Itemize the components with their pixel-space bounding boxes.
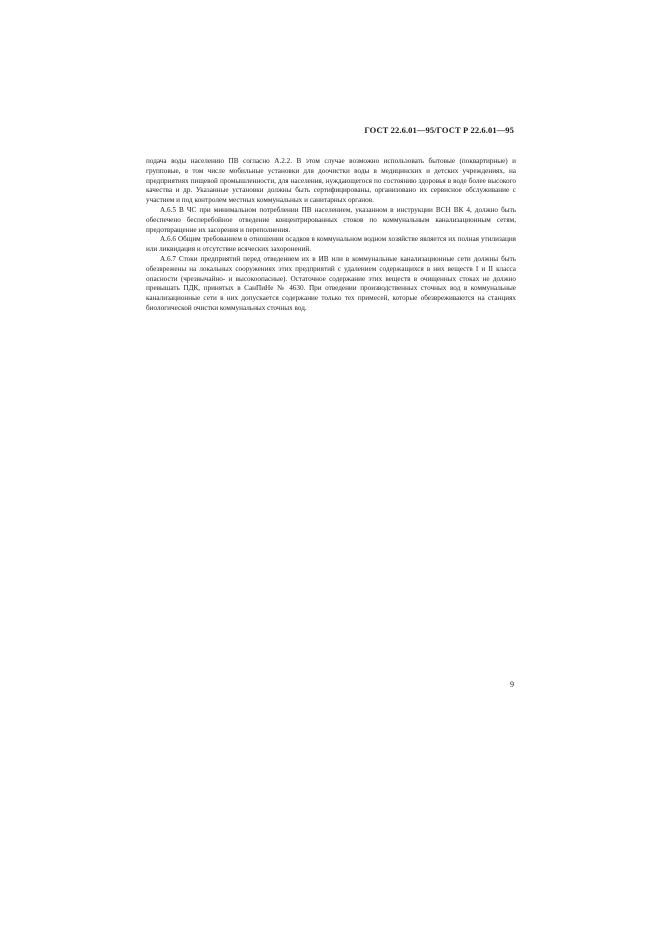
paragraph-continuation: подача воды населению ПВ согласно А.2.2. В этом случае возможно использовать бытовые (поквартирные) и групповые, в том числе мобильные установки для доочистки воды в медицинских и детских учреждениях, на предприятиях пищевой промышленности, для населения, нуждающегося по состоянию здоровья в воде более высокого качества и др. Указанные установки должны быть сертифицированы, организовано их сервисное обслуживание с участием и под контролем местных коммунальных и санитарных органов.: [146, 157, 516, 205]
document-header: ГОСТ 22.6.01—95/ГОСТ Р 22.6.01—95: [364, 125, 514, 135]
paragraph-a66: А.6.6 Общим требованием в отношении осадков в коммунальном водном хозяйстве является их полная утилизация или ликвидация и отсутствие всяческих захоронений.: [146, 235, 516, 254]
paragraph-a67: А.6.7 Стоки предприятий перед отведением их в ИВ или в коммунальные канализационные сети должны быть обезврежены на локальных сооружениях этих предприятий с удалением содержащихся в них веществ I и II класса опасности (чрезвычайно- и высокоопасные). Остаточное содержание этих веществ в очищенных стоках не должно превышать ПДК, принятых в СанПиНе № 4630. При отведении производственных сточных вод в коммунальные канализационные сети в них допускается содержание только тех примесей, которые обезвреживаются на станциях биологической очистки коммунальных сточных вод.: [146, 254, 516, 312]
page-number: 9: [510, 680, 514, 689]
document-body: [146, 157, 516, 314]
paragraph-a65: А.6.5 В ЧС при минимальном потреблении ПВ населением, указанном в инструкции ВСН ВК 4, должно быть обеспечено бесперебойное отведение концентрированных стоков по коммунальным канализационным сетям, предотвращение их засорения и переполнения.: [146, 205, 516, 234]
